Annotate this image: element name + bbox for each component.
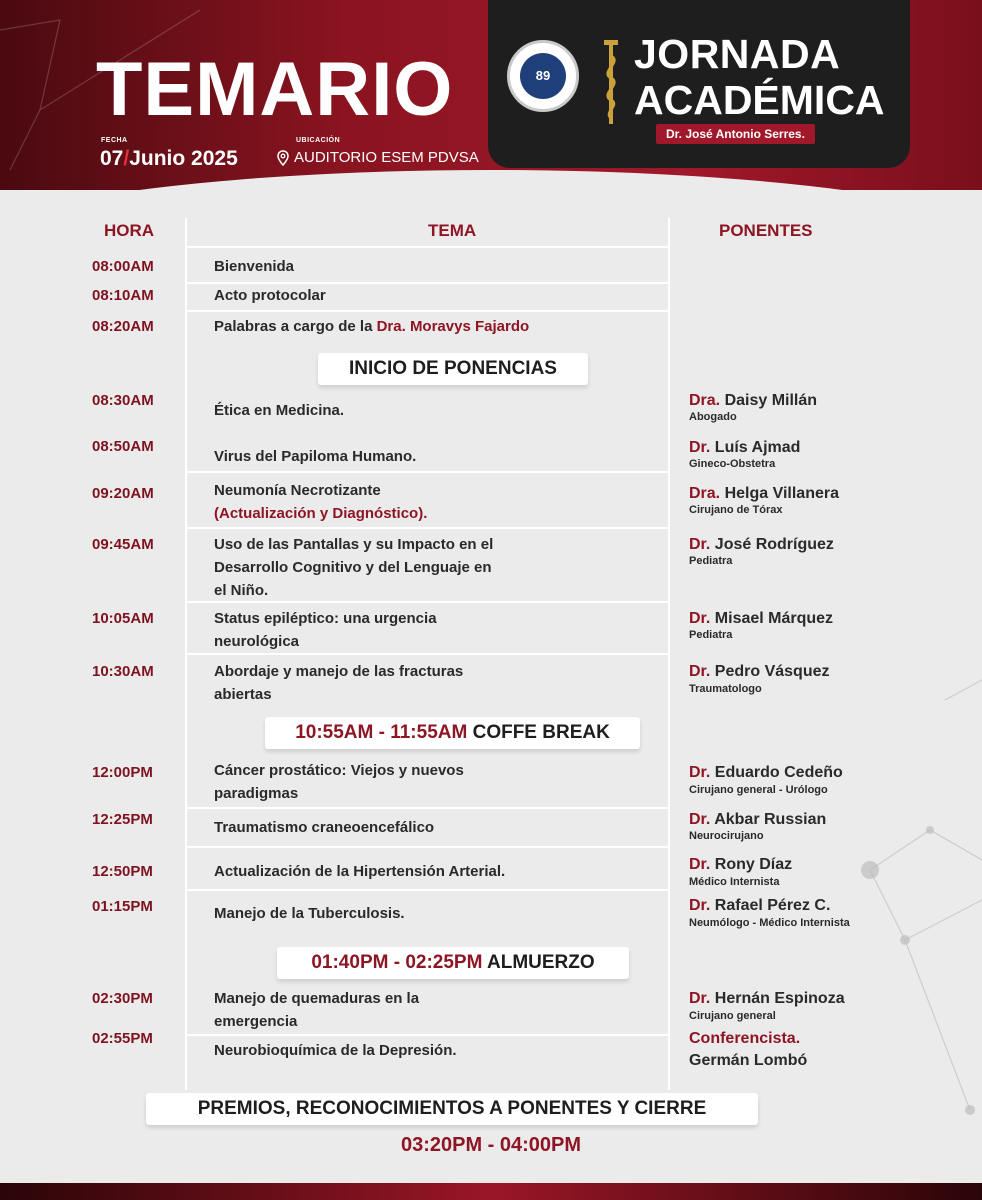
speaker-title: Dr. xyxy=(689,856,711,873)
session-topic: Neurobioquímica de la Depresión. xyxy=(214,1042,457,1059)
caduceus-icon xyxy=(596,36,626,126)
logo-text: 89 xyxy=(520,53,566,99)
speaker-title: Dr. xyxy=(689,764,711,781)
topic-line: emergencia xyxy=(214,1013,298,1030)
event-date xyxy=(100,147,238,171)
topic-subtitle: (Actualización y Diagnóstico). xyxy=(214,505,428,522)
session-topic xyxy=(214,987,654,1033)
speaker-role: Traumatologo xyxy=(689,683,762,695)
speaker-fullname: Rony Díaz xyxy=(710,856,793,873)
closing-banner: PREMIOS, RECONOCIMIENTOS A PONENTES Y CIERRE xyxy=(146,1093,758,1125)
session-topic xyxy=(214,607,654,653)
session-time: 08:20AM xyxy=(92,318,154,335)
session-time: 08:50AM xyxy=(92,438,154,455)
speaker-title: Dr. xyxy=(689,439,711,456)
speaker-title: Dr. xyxy=(689,663,711,680)
column-header-ponentes: PONENTES xyxy=(719,221,813,240)
session-time: 12:50PM xyxy=(92,863,153,880)
session-time: 12:00PM xyxy=(92,764,153,781)
session-topic: Acto protocolar xyxy=(214,287,326,304)
speaker-role: Cirujano de Tórax xyxy=(689,504,783,516)
speaker-role: Neurocirujano xyxy=(689,830,764,842)
speaker-fullname: José Rodríguez xyxy=(710,536,834,553)
session-time: 09:20AM xyxy=(92,485,154,502)
speaker-role: Gineco-Obstetra xyxy=(689,458,776,470)
session-time: 10:30AM xyxy=(92,663,154,680)
session-topic: Actualización de la Hipertensión Arterial. xyxy=(214,863,506,880)
speaker-title: Dr. xyxy=(689,990,711,1007)
speaker-title: Dr. xyxy=(689,897,711,914)
topic-line: el Niño. xyxy=(214,582,269,599)
column-header-tema: TEMA xyxy=(428,221,477,240)
honoree-badge: Dr. José Antonio Serres. xyxy=(656,124,815,144)
column-header-hora: HORA xyxy=(104,221,155,240)
speaker-title: Dr. xyxy=(689,536,711,553)
session-time: 08:00AM xyxy=(92,258,154,275)
speaker-role: Cirujano general - Urólogo xyxy=(689,784,828,796)
speaker-role: Neumólogo - Médico Internista xyxy=(689,917,850,929)
coffee-break-time: 10:55AM - 11:55AM xyxy=(295,722,468,743)
speaker-fullname: Helga Villanera xyxy=(720,485,839,502)
session-time: 08:10AM xyxy=(92,287,154,304)
date-day: 07 xyxy=(100,147,124,170)
row-divider xyxy=(186,246,670,248)
row-divider xyxy=(186,1034,670,1036)
row-divider xyxy=(186,653,670,655)
speaker-role: Médico Internista xyxy=(689,876,780,888)
session-topic xyxy=(214,660,654,706)
jornada-title: JORNADA xyxy=(634,31,841,77)
speaker-title: Dra. xyxy=(689,485,721,502)
session-time: 12:25PM xyxy=(92,811,153,828)
speaker-fullname: Hernán Espinoza xyxy=(710,990,845,1007)
speaker-fullname: Misael Márquez xyxy=(710,610,834,627)
session-topic: Bienvenida xyxy=(214,258,295,275)
row-divider xyxy=(186,889,670,891)
speaker-role: Cirujano general xyxy=(689,1010,776,1022)
session-topic xyxy=(214,479,654,525)
speaker-name xyxy=(689,662,830,681)
speaker-fullname: Luís Ajmad xyxy=(710,439,801,456)
speaker-fullname: Daisy Millán xyxy=(720,392,818,409)
session-time: 09:45AM xyxy=(92,536,154,553)
speaker-title: Dr. xyxy=(689,610,711,627)
session-topic: Ética en Medicina. xyxy=(214,402,345,419)
speaker-fullname: Pedro Vásquez xyxy=(710,663,830,680)
session-topic: Manejo de la Tuberculosis. xyxy=(214,905,405,922)
academica-title: ACADÉMICA xyxy=(634,77,885,123)
section-banner-inicio: INICIO DE PONENCIAS xyxy=(318,353,588,385)
speaker-name xyxy=(689,438,800,457)
speaker-fullname: Akbar Russian xyxy=(710,811,827,828)
session-topic xyxy=(214,533,654,602)
coffee-break-label: COFFE BREAK xyxy=(467,722,610,743)
speaker-name xyxy=(689,484,839,503)
speaker-fullname: Germán Lombó xyxy=(689,1052,808,1069)
topic-line: Status epiléptico: una urgencia xyxy=(214,610,437,627)
speaker-name xyxy=(689,810,826,829)
topic-line: Uso de las Pantallas y su Impacto en el xyxy=(214,536,494,553)
topic-line: Desarrollo Cognitivo y del Lenguaje en xyxy=(214,559,492,576)
row-divider xyxy=(186,807,670,809)
topic-line: Cáncer prostático: Viejos y nuevos xyxy=(214,762,464,779)
session-time: 02:30PM xyxy=(92,990,153,1007)
row-divider xyxy=(186,846,670,848)
session-topic xyxy=(214,315,654,338)
session-topic: Traumatismo craneoencefálico xyxy=(214,819,435,836)
lunch-label: ALMUERZO xyxy=(482,952,595,973)
topic-line: neurológica xyxy=(214,633,300,650)
topic-line: Abordaje y manejo de las fracturas xyxy=(214,663,464,680)
session-time: 10:05AM xyxy=(92,610,154,627)
location-text: AUDITORIO ESEM PDVSA xyxy=(294,149,479,166)
speaker-name xyxy=(689,989,845,1008)
page-title: TEMARIO xyxy=(96,47,454,132)
session-topic: Virus del Papiloma Humano. xyxy=(214,448,417,465)
session-time: 01:15PM xyxy=(92,898,153,915)
speaker-name xyxy=(689,391,817,410)
footer-bar xyxy=(0,1183,982,1200)
speaker-name xyxy=(689,763,843,782)
event-location xyxy=(276,149,479,166)
closing-time: 03:20PM - 04:00PM xyxy=(400,1134,582,1156)
speaker-name xyxy=(689,896,830,915)
speaker-role: Pediatra xyxy=(689,555,733,567)
speaker-name xyxy=(689,609,833,628)
session-time: 02:55PM xyxy=(92,1030,153,1047)
topic-line: paradigmas xyxy=(214,785,299,802)
speaker-fullname: Rafael Pérez C. xyxy=(710,897,831,914)
speaker-title: Conferencista. xyxy=(689,1030,801,1047)
section-banner-lunch xyxy=(277,947,629,979)
speaker-title: Dra. xyxy=(689,392,721,409)
speaker-highlight: Dra. Moravys Fajardo xyxy=(376,318,530,335)
speaker-name xyxy=(689,855,792,874)
lunch-time: 01:40PM - 02:25PM xyxy=(311,952,483,973)
speaker-role: Abogado xyxy=(689,411,737,423)
topic-line: Manejo de quemaduras en la xyxy=(214,990,420,1007)
row-divider xyxy=(186,471,670,473)
speaker-role: Pediatra xyxy=(689,629,733,641)
speaker-name xyxy=(689,535,834,554)
session-topic xyxy=(214,759,654,805)
session-time: 08:30AM xyxy=(92,392,154,409)
date-month-year: Junio 2025 xyxy=(129,147,238,170)
section-banner-coffee-break xyxy=(265,717,640,749)
location-pin-icon xyxy=(276,150,290,166)
topic-text: Palabras a cargo de la xyxy=(214,318,377,335)
location-label: UBICACIÓN xyxy=(296,137,341,144)
institution-logo xyxy=(507,40,579,112)
topic-line: Neumonía Necrotizante xyxy=(214,482,381,499)
speaker-fullname: Eduardo Cedeño xyxy=(710,764,843,781)
date-slash: / xyxy=(123,147,130,170)
row-divider xyxy=(186,310,670,312)
speaker-title: Dr. xyxy=(689,811,711,828)
row-divider xyxy=(186,527,670,529)
date-label: FECHA xyxy=(101,137,128,144)
topic-line: abiertas xyxy=(214,686,272,703)
